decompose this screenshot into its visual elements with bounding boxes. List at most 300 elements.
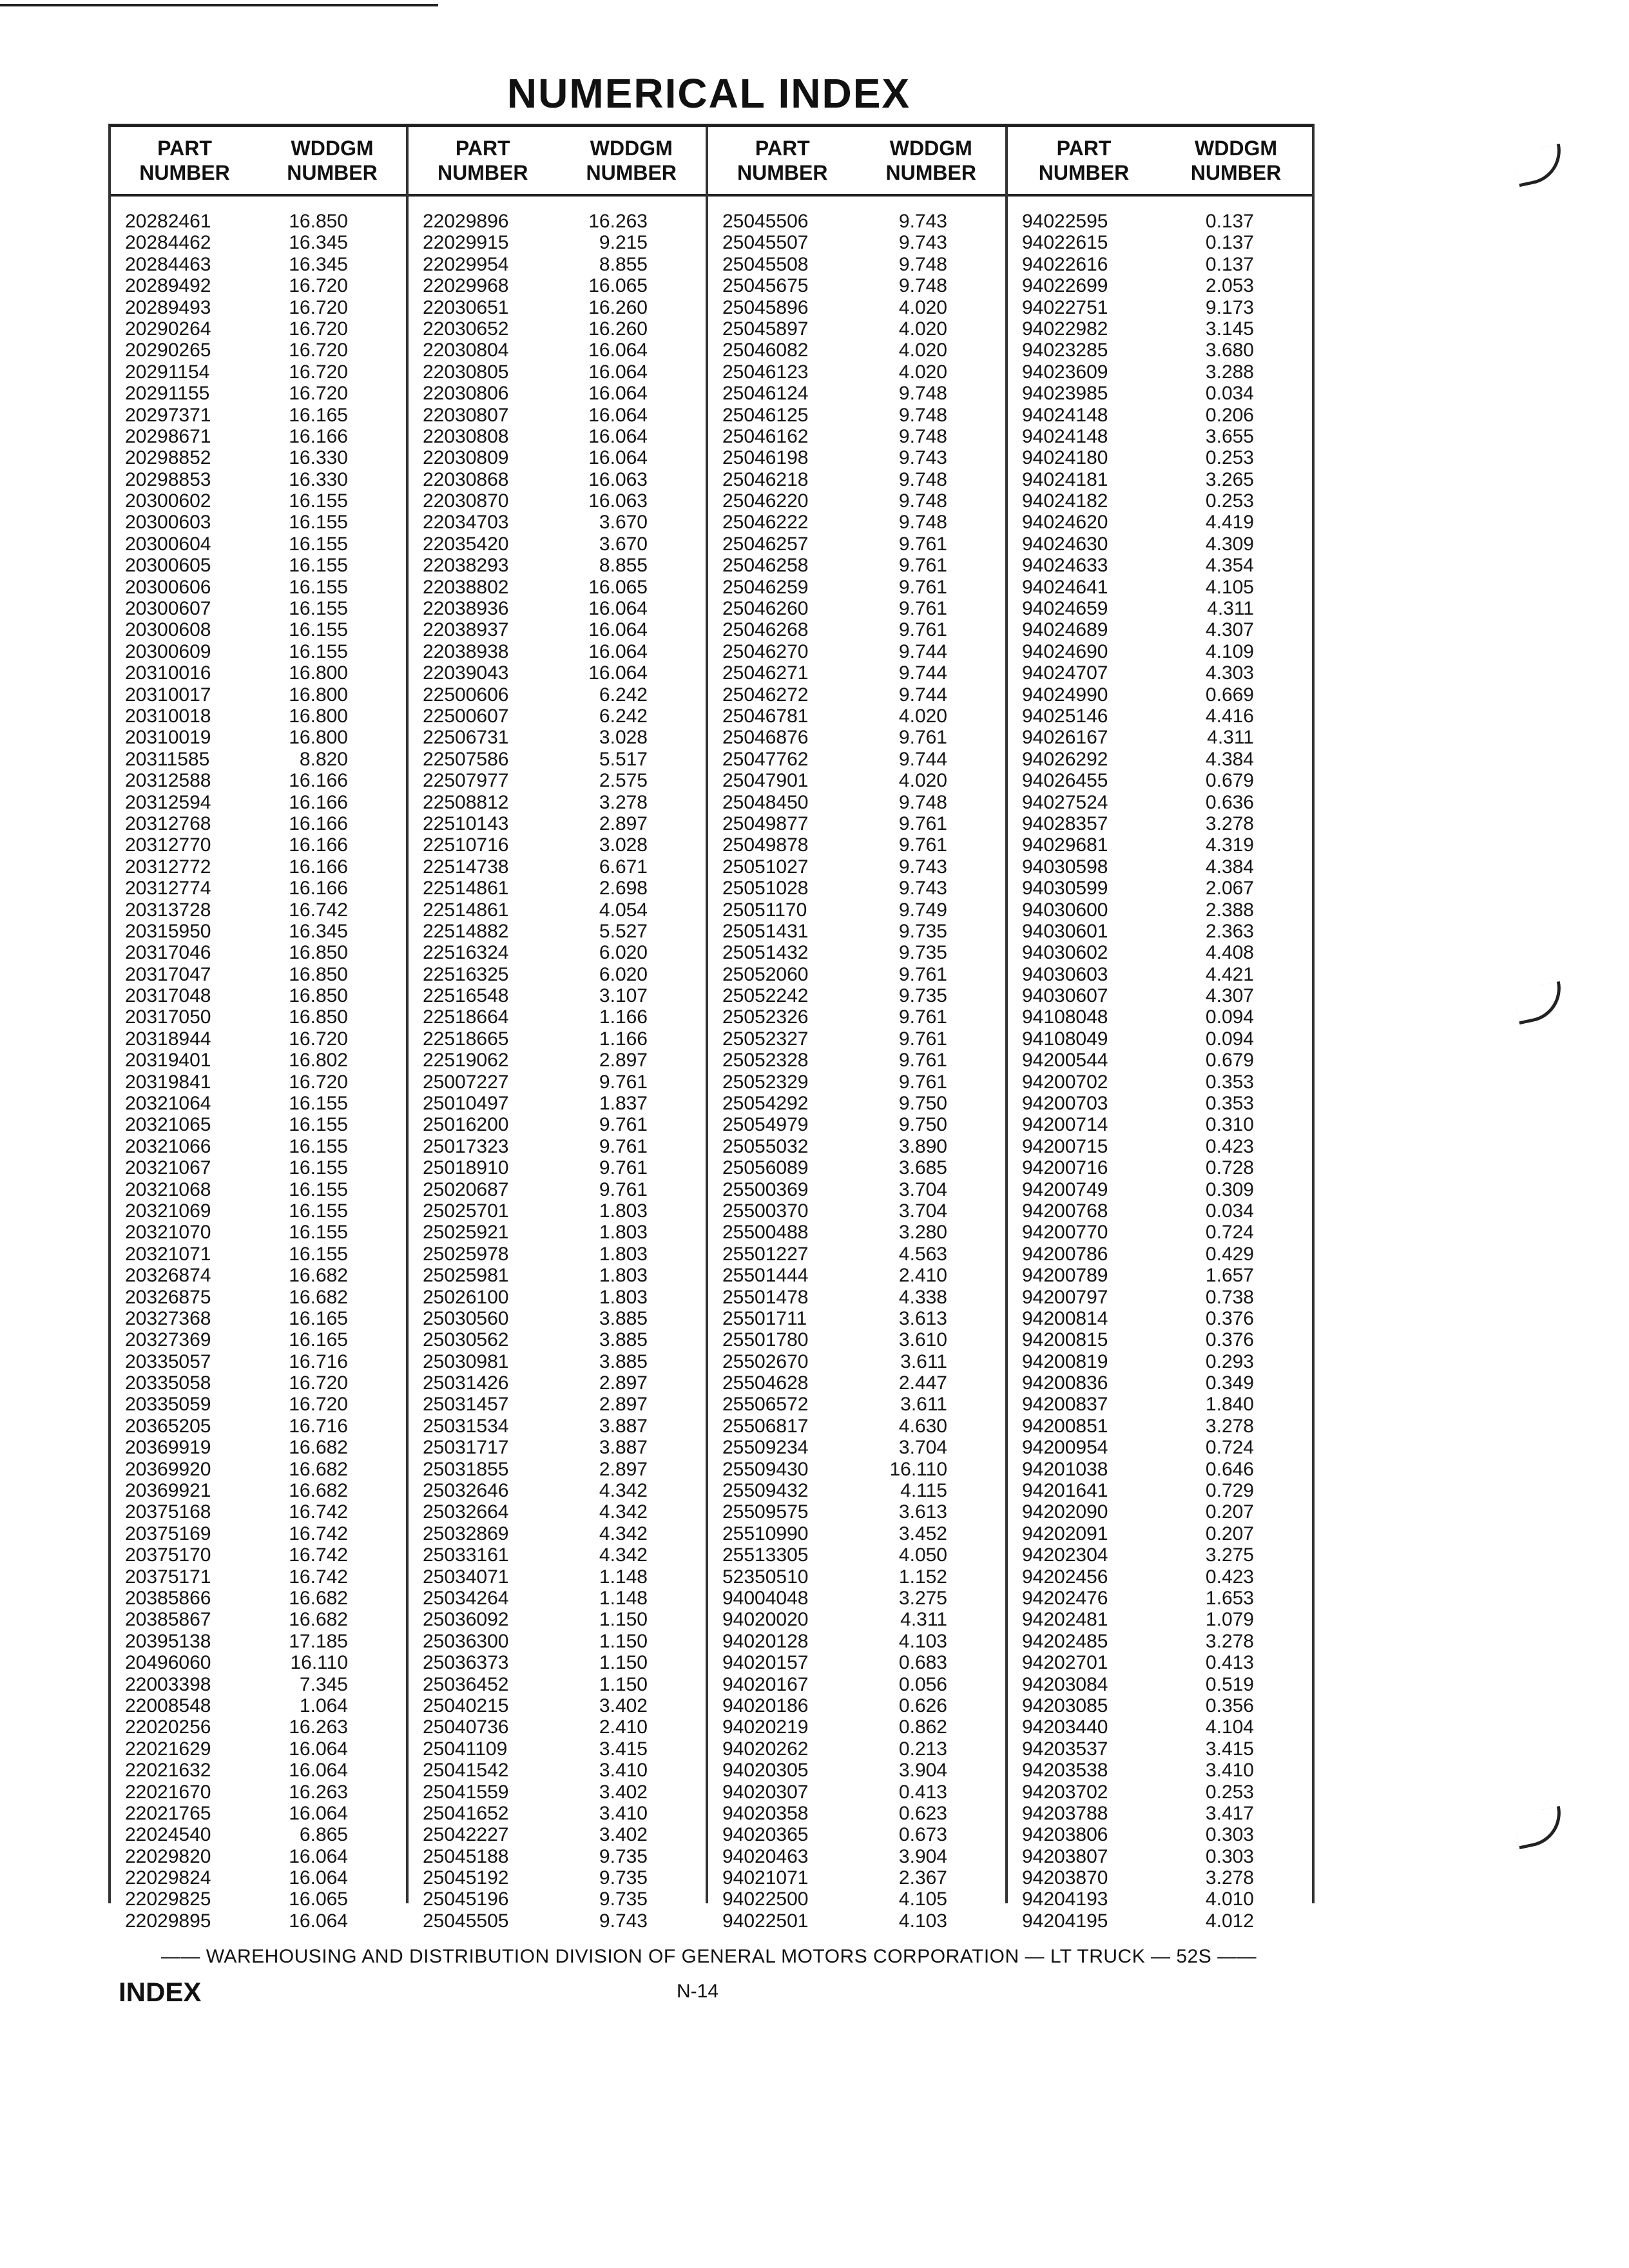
wddgm-number: 3.402: [599, 1781, 648, 1803]
wddgm-number: 16.110: [889, 1458, 947, 1480]
part-number: 22038936: [423, 598, 509, 620]
wddgm-number: 2.363: [1205, 920, 1254, 942]
table-row: [409, 469, 706, 490]
table-row: [1008, 1006, 1312, 1028]
wddgm-number: 9.743: [898, 856, 947, 878]
wddgm-number: 16.155: [289, 533, 348, 555]
table-row: [1008, 1760, 1312, 1781]
wddgm-number: 4.419: [1205, 512, 1254, 533]
table-row: [1008, 878, 1312, 899]
part-number: 25031855: [423, 1458, 509, 1480]
wddgm-number: 0.413: [1205, 1652, 1254, 1674]
part-number: 94200715: [1022, 1135, 1108, 1157]
table-row: [409, 1200, 706, 1222]
table-row: [1008, 533, 1312, 555]
wddgm-number: 16.064: [588, 383, 648, 405]
part-number: 20317048: [125, 985, 211, 1007]
wddgm-number-header: WDDGM NUMBER: [586, 137, 677, 184]
wddgm-number: 3.885: [599, 1350, 648, 1372]
wddgm-number: 16.165: [289, 1307, 348, 1329]
wddgm-number: 9.748: [898, 425, 947, 447]
table-row: [111, 383, 406, 404]
table-row: [409, 232, 706, 253]
wddgm-number: 0.353: [1205, 1093, 1254, 1115]
wddgm-number: 4.050: [898, 1544, 947, 1566]
table-row: [111, 1287, 406, 1308]
wddgm-number: 4.109: [1205, 640, 1254, 662]
table-row: [708, 856, 1005, 878]
table-row: [708, 1631, 1005, 1652]
table-row: [1008, 1200, 1312, 1222]
wddgm-number: 16.064: [289, 1760, 348, 1782]
wddgm-number: 16.155: [289, 1243, 348, 1265]
wddgm-number: 3.415: [599, 1738, 648, 1760]
part-number: 22500607: [423, 705, 509, 727]
table-row: [708, 275, 1005, 296]
wddgm-number: 16.166: [289, 812, 348, 834]
table-row: [409, 1501, 706, 1523]
part-number: 20300605: [125, 555, 211, 577]
table-row: [409, 512, 706, 533]
part-number: 94022751: [1022, 296, 1108, 318]
part-number: 22029825: [125, 1888, 211, 1910]
part-number: 20300609: [125, 640, 211, 662]
wddgm-number: 16.155: [289, 1114, 348, 1136]
part-number: 20375168: [125, 1501, 211, 1523]
part-number: 94020186: [722, 1695, 809, 1716]
table-row: [1008, 318, 1312, 340]
table-row: [708, 1050, 1005, 1071]
table-row: [111, 662, 406, 684]
table-row: [708, 405, 1005, 426]
part-number: 94023985: [1022, 383, 1108, 405]
part-number: 25046218: [722, 468, 809, 490]
table-row: [111, 1050, 406, 1071]
table-row: [708, 211, 1005, 232]
part-number: 25034264: [423, 1588, 509, 1609]
part-number: 22039043: [423, 662, 509, 684]
part-number: 22514861: [423, 899, 509, 921]
wddgm-number: 16.166: [289, 791, 348, 813]
part-number: 20319401: [125, 1050, 211, 1072]
part-number: 25052242: [722, 985, 809, 1007]
table-row: [708, 297, 1005, 318]
wddgm-number: 16.802: [289, 1050, 348, 1072]
part-number: 20310018: [125, 705, 211, 727]
index-rows: [1008, 211, 1312, 1932]
table-row: [1008, 1782, 1312, 1803]
part-number: 94020262: [722, 1738, 809, 1760]
wddgm-number: 8.855: [599, 253, 648, 275]
part-number: 20312768: [125, 812, 211, 834]
part-number: 94022615: [1022, 232, 1108, 254]
wddgm-number: 16.682: [289, 1458, 348, 1480]
part-number: 25046257: [722, 533, 809, 555]
part-number: 20321068: [125, 1178, 211, 1200]
part-number: 20385866: [125, 1588, 211, 1609]
table-row: [1008, 1695, 1312, 1716]
part-number: 25030560: [423, 1307, 509, 1329]
wddgm-number: 16.720: [289, 383, 348, 405]
part-number: 22030870: [423, 490, 509, 512]
part-number: 20298671: [125, 425, 211, 447]
table-row: [1008, 792, 1312, 813]
table-row: [409, 1244, 706, 1265]
part-number: 25036373: [423, 1652, 509, 1674]
wddgm-number: 16.064: [588, 404, 648, 426]
table-row: [111, 1351, 406, 1372]
table-row: [111, 619, 406, 640]
table-row: [111, 1803, 406, 1824]
table-row: [111, 1308, 406, 1329]
part-number: 25509432: [722, 1480, 809, 1502]
wddgm-number: 8.855: [599, 555, 648, 577]
table-row: [708, 1846, 1005, 1867]
wddgm-number: 3.613: [898, 1501, 947, 1523]
table-row: [708, 1674, 1005, 1695]
part-number: 25501227: [722, 1243, 809, 1265]
part-number: 22021632: [125, 1760, 211, 1782]
part-number: 22024540: [125, 1824, 211, 1846]
part-number: 94203440: [1022, 1716, 1108, 1738]
table-row: [111, 447, 406, 468]
table-row: [111, 1867, 406, 1888]
table-row: [409, 1631, 706, 1652]
wddgm-number: 0.253: [1205, 447, 1254, 469]
table-row: [1008, 383, 1312, 404]
part-number: 94200716: [1022, 1157, 1108, 1179]
part-number: 94200770: [1022, 1222, 1108, 1244]
table-row: [409, 1716, 706, 1738]
table-row: [409, 1093, 706, 1114]
table-row: [1008, 1050, 1312, 1071]
table-row: [111, 1157, 406, 1178]
wddgm-number: 9.761: [898, 1028, 947, 1050]
wddgm-number: 4.342: [599, 1501, 648, 1523]
wddgm-number: 16.742: [289, 1501, 348, 1523]
part-number: 25032646: [423, 1480, 509, 1502]
part-number: 25051027: [722, 856, 809, 878]
wddgm-number: 9.748: [898, 404, 947, 426]
part-number: 22514861: [423, 878, 509, 899]
wddgm-number: 9.744: [898, 748, 947, 770]
wddgm-number: 0.094: [1205, 1006, 1254, 1028]
table-row: [409, 727, 706, 748]
wddgm-number: 16.345: [289, 920, 348, 942]
part-number: 25049877: [722, 812, 809, 834]
part-number: 25046124: [722, 383, 809, 405]
wddgm-number: 0.309: [1205, 1178, 1254, 1200]
table-row: [111, 577, 406, 598]
wddgm-number: 2.897: [599, 1050, 648, 1072]
part-number: 20310017: [125, 684, 211, 706]
table-row: [111, 641, 406, 662]
table-row: [1008, 598, 1312, 619]
wddgm-number: 16.716: [289, 1350, 348, 1372]
wddgm-number: 0.423: [1205, 1135, 1254, 1157]
wddgm-number: 16.330: [289, 447, 348, 469]
part-number: 94030602: [1022, 942, 1108, 964]
part-number: 20385867: [125, 1609, 211, 1631]
part-number: 25052328: [722, 1050, 809, 1072]
part-number: 25031534: [423, 1415, 509, 1437]
part-number: 94202304: [1022, 1544, 1108, 1566]
wddgm-number: 16.720: [289, 318, 348, 340]
table-row: [708, 1351, 1005, 1372]
table-row: [409, 383, 706, 404]
wddgm-number: 16.682: [289, 1609, 348, 1631]
table-row: [409, 1566, 706, 1588]
table-row: [708, 770, 1005, 791]
part-number: 22029824: [125, 1867, 211, 1889]
part-number: 25007227: [423, 1071, 509, 1093]
wddgm-number: 0.636: [1205, 791, 1254, 813]
part-number: 25051431: [722, 920, 809, 942]
wddgm-number: 16.682: [289, 1480, 348, 1502]
wddgm-number: 0.646: [1205, 1458, 1254, 1480]
table-row: [1008, 1738, 1312, 1760]
part-number: 94020358: [722, 1802, 809, 1824]
wddgm-number: 0.862: [898, 1716, 947, 1738]
part-number: 25032869: [423, 1523, 509, 1544]
part-number: 25041559: [423, 1781, 509, 1803]
part-number: 25506817: [722, 1415, 809, 1437]
part-number: 94020167: [722, 1673, 809, 1695]
table-row: [111, 1716, 406, 1738]
wddgm-number: 3.265: [1205, 468, 1254, 490]
wddgm-number: 9.761: [898, 555, 947, 577]
part-number: 94024181: [1022, 468, 1108, 490]
table-row: [409, 921, 706, 942]
wddgm-number: 3.410: [1205, 1760, 1254, 1782]
part-number: 94108048: [1022, 1006, 1108, 1028]
table-row: [1008, 1523, 1312, 1544]
table-row: [708, 361, 1005, 383]
wddgm-number: 16.065: [289, 1888, 348, 1910]
table-row: [708, 1566, 1005, 1588]
table-row: [111, 1179, 406, 1200]
wddgm-number: 16.155: [289, 555, 348, 577]
table-row: [708, 254, 1005, 275]
wddgm-number: 9.750: [898, 1114, 947, 1136]
part-number: 22030807: [423, 404, 509, 426]
table-row: [1008, 512, 1312, 533]
wddgm-number: 0.673: [898, 1824, 947, 1846]
table-row: [409, 426, 706, 447]
wddgm-number: 9.735: [599, 1867, 648, 1889]
table-row: [708, 1501, 1005, 1523]
wddgm-number: 5.517: [599, 748, 648, 770]
table-row: [1008, 985, 1312, 1006]
table-row: [111, 1394, 406, 1415]
part-number: 22030806: [423, 383, 509, 405]
table-row: [409, 318, 706, 340]
wddgm-number: 16.155: [289, 1200, 348, 1222]
index-rows: [708, 211, 1005, 1932]
wddgm-number: 0.413: [898, 1781, 947, 1803]
wddgm-number: 0.303: [1205, 1845, 1254, 1867]
table-row: [708, 512, 1005, 533]
table-row: [111, 297, 406, 318]
table-row: [409, 619, 706, 640]
wddgm-number: 9.761: [599, 1114, 648, 1136]
wddgm-number: 9.761: [599, 1135, 648, 1157]
part-number: 25501444: [722, 1265, 809, 1287]
table-row: [1008, 706, 1312, 727]
part-number: 94024630: [1022, 533, 1108, 555]
table-row: [409, 361, 706, 383]
table-row: [111, 1652, 406, 1673]
part-number: 20395138: [125, 1630, 211, 1652]
wddgm-number: 16.720: [289, 361, 348, 383]
wddgm-number: 16.800: [289, 705, 348, 727]
table-row: [409, 1028, 706, 1050]
part-number: 94201038: [1022, 1458, 1108, 1480]
wddgm-number: 3.904: [898, 1760, 947, 1782]
part-number: 25501478: [722, 1286, 809, 1308]
part-number: 20312594: [125, 791, 211, 813]
wddgm-number: 9.215: [599, 232, 648, 254]
part-number: 25017323: [423, 1135, 509, 1157]
part-number: 94203537: [1022, 1738, 1108, 1760]
part-number: 20311585: [125, 748, 210, 770]
wddgm-number-header: WDDGM NUMBER: [885, 137, 976, 184]
table-row: [708, 232, 1005, 253]
part-number: 20291154: [125, 361, 210, 383]
wddgm-number: 16.345: [289, 253, 348, 275]
part-number: 20300602: [125, 490, 211, 512]
part-number: 20313728: [125, 899, 211, 921]
table-row: [708, 1416, 1005, 1437]
part-number: 22029820: [125, 1845, 211, 1867]
table-row: [409, 1329, 706, 1350]
part-number: 22519062: [423, 1050, 509, 1072]
wddgm-number: 16.166: [289, 425, 348, 447]
part-number: 94020020: [722, 1609, 809, 1631]
column-group-4: [1005, 127, 1312, 1932]
table-row: [111, 1416, 406, 1437]
wddgm-number: 7.345: [299, 1673, 348, 1695]
table-row: [708, 1329, 1005, 1350]
table-row: [111, 1072, 406, 1093]
wddgm-number: 9.750: [898, 1093, 947, 1115]
table-row: [1008, 1824, 1312, 1845]
wddgm-number: 4.020: [898, 296, 947, 318]
table-row: [409, 1544, 706, 1566]
wddgm-number: 2.897: [599, 812, 648, 834]
wddgm-number: 4.342: [599, 1480, 648, 1502]
table-row: [409, 1910, 706, 1932]
table-row: [1008, 1287, 1312, 1308]
table-row: [409, 985, 706, 1006]
part-number: 25056089: [722, 1157, 809, 1179]
wddgm-number: 1.148: [599, 1566, 648, 1588]
table-row: [708, 1803, 1005, 1824]
part-number: 25051432: [722, 942, 809, 964]
wddgm-number: 16.155: [289, 1135, 348, 1157]
wddgm-number: 4.384: [1205, 748, 1254, 770]
wddgm-number: 4.303: [1205, 662, 1254, 684]
part-number: 25506572: [722, 1394, 809, 1416]
wddgm-number: 3.288: [1205, 361, 1254, 383]
wddgm-number: 0.724: [1205, 1437, 1254, 1459]
part-number: 25046123: [722, 361, 809, 383]
table-row: [1008, 641, 1312, 662]
wddgm-number: 1.148: [599, 1588, 648, 1609]
part-number: 20369919: [125, 1437, 211, 1459]
part-number: 20317047: [125, 963, 211, 985]
part-number: 94020307: [722, 1781, 809, 1803]
wddgm-number: 3.655: [1205, 425, 1254, 447]
part-number: 20315950: [125, 920, 211, 942]
wddgm-number: 16.166: [289, 878, 348, 899]
column-group-1: [111, 127, 406, 1932]
table-row: [409, 340, 706, 361]
wddgm-number: 9.761: [898, 533, 947, 555]
part-number: 22034703: [423, 512, 509, 533]
wddgm-number: 4.309: [1205, 533, 1254, 555]
part-number: 94004048: [722, 1588, 809, 1609]
part-number: 94202701: [1022, 1652, 1108, 1674]
wddgm-number: 9.761: [898, 963, 947, 985]
margin-mark: [1512, 1806, 1566, 1849]
table-row: [111, 1501, 406, 1523]
wddgm-number: 3.452: [898, 1523, 947, 1544]
table-row: [708, 1824, 1005, 1845]
part-number: 25046260: [722, 598, 809, 620]
table-row: [111, 232, 406, 253]
wddgm-number: 16.064: [588, 447, 648, 469]
table-row: [409, 1523, 706, 1544]
part-number: 94200797: [1022, 1286, 1108, 1308]
part-number: 25051028: [722, 878, 809, 899]
table-row: [111, 985, 406, 1006]
part-number: 94200768: [1022, 1200, 1108, 1222]
part-number: 25031457: [423, 1394, 509, 1416]
wddgm-number: 3.275: [898, 1588, 947, 1609]
table-row: [409, 706, 706, 727]
table-row: [409, 1609, 706, 1630]
part-number: 22516548: [423, 985, 509, 1007]
wddgm-number: 9.735: [898, 920, 947, 942]
table-row: [111, 727, 406, 748]
wddgm-number: 2.897: [599, 1372, 648, 1394]
table-row: [708, 641, 1005, 662]
part-number: 25031717: [423, 1437, 509, 1459]
table-row: [1008, 490, 1312, 512]
wddgm-number: 9.748: [898, 490, 947, 512]
wddgm-number: 3.611: [900, 1394, 947, 1416]
wddgm-number: 16.682: [289, 1437, 348, 1459]
wddgm-number: 0.137: [1205, 211, 1254, 232]
table-row: [1008, 1867, 1312, 1888]
wddgm-number: 4.563: [898, 1243, 947, 1265]
index-rows: [111, 211, 406, 1932]
part-number: 94022500: [722, 1888, 809, 1910]
table-row: [708, 964, 1005, 985]
wddgm-number: 4.103: [898, 1630, 947, 1652]
part-number: 25025701: [423, 1200, 509, 1222]
table-row: [111, 1695, 406, 1716]
wddgm-number: 9.173: [1205, 296, 1254, 318]
wddgm-number: 16.155: [289, 1157, 348, 1179]
wddgm-number: 16.155: [289, 1178, 348, 1200]
table-row: [409, 1588, 706, 1609]
table-row: [409, 942, 706, 963]
table-row: [708, 1652, 1005, 1673]
wddgm-number: 0.519: [1205, 1673, 1254, 1695]
wddgm-number: 0.429: [1205, 1243, 1254, 1265]
